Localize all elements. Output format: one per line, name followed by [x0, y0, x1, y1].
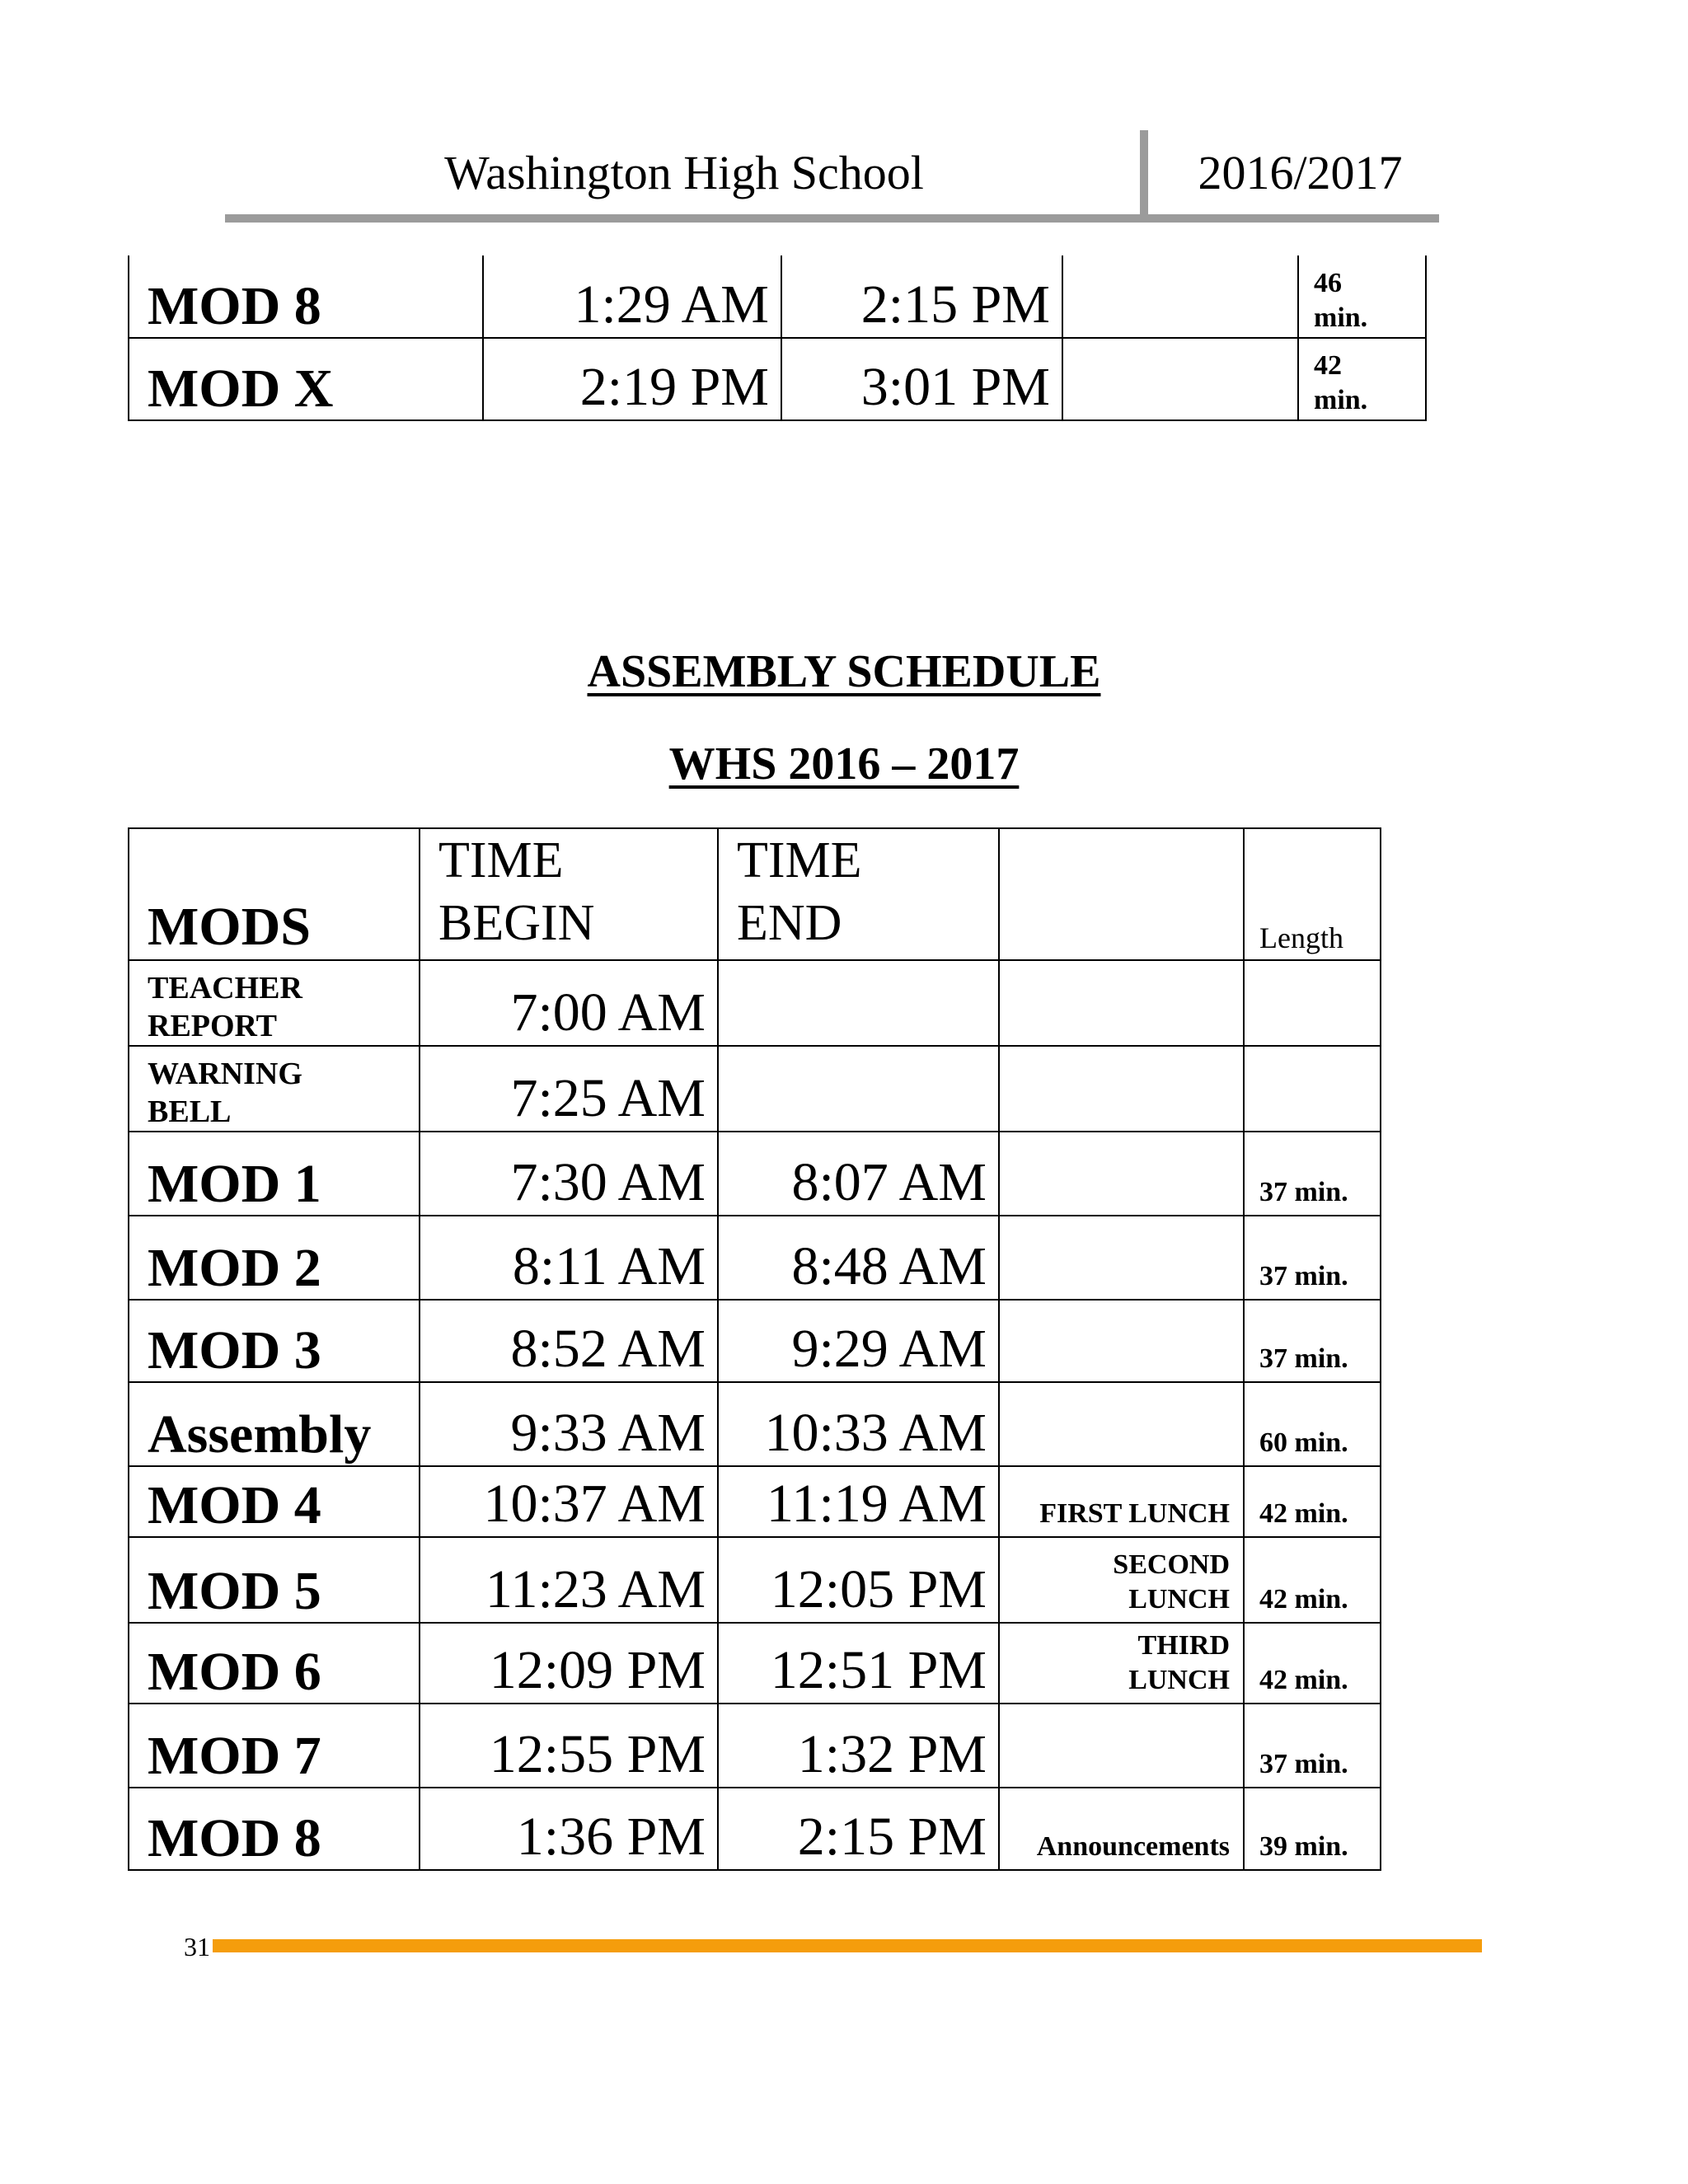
- time-begin-cell: 7:00 AM: [420, 960, 718, 1046]
- mod-cell: MOD X: [129, 338, 483, 420]
- time-end-cell: 3:01 PM: [781, 338, 1062, 420]
- length-unit: min.: [1314, 385, 1368, 415]
- length-cell: 37 min.: [1244, 1132, 1381, 1216]
- length-cell: 42 min.: [1244, 1623, 1381, 1704]
- length-cell: [1244, 1046, 1381, 1132]
- column-header-time-end: TIME END: [718, 828, 999, 960]
- note-cell: [999, 1382, 1244, 1466]
- time-end-cell: 8:07 AM: [718, 1132, 999, 1216]
- table-row: [129, 1382, 1381, 1466]
- time-end-cell: 8:48 AM: [718, 1216, 999, 1300]
- mod-cell: MOD 1: [129, 1132, 420, 1216]
- assembly-title: ASSEMBLY SCHEDULE: [587, 646, 1101, 697]
- table-row: [129, 338, 1426, 420]
- length-cell: [1298, 338, 1426, 420]
- length-cell: 39 min.: [1244, 1788, 1381, 1870]
- time-begin-cell: 10:37 AM: [420, 1466, 718, 1537]
- header-school-name: Washington High School: [444, 146, 924, 199]
- time-begin-cell: 11:23 AM: [420, 1537, 718, 1623]
- table-row: [129, 1623, 1381, 1704]
- mod-cell: MOD 2: [129, 1216, 420, 1300]
- time-end-cell: 2:15 PM: [718, 1788, 999, 1870]
- time-begin-cell: 9:33 AM: [420, 1382, 718, 1466]
- time-end-cell: 9:29 AM: [718, 1300, 999, 1382]
- mod-cell: MOD 3: [129, 1300, 420, 1382]
- note-cell: Announcements: [999, 1788, 1244, 1870]
- table-row: [129, 1216, 1381, 1300]
- note-cell: [1062, 338, 1298, 420]
- length-cell: 60 min.: [1244, 1382, 1381, 1466]
- header-rule: [225, 214, 1439, 223]
- length-cell: [1244, 960, 1381, 1046]
- note-cell: FIRST LUNCH: [999, 1466, 1244, 1537]
- time-begin-cell: 12:09 PM: [420, 1623, 718, 1704]
- mod-cell: WARNING BELL: [129, 1046, 420, 1132]
- length-cell: 42 min.: [1244, 1537, 1381, 1623]
- continuation-schedule-table: [128, 255, 1427, 421]
- column-header-note: [999, 828, 1244, 960]
- time-end-cell: 11:19 AM: [718, 1466, 999, 1537]
- mod-cell: TEACHER REPORT: [129, 960, 420, 1046]
- assembly-subtitle: WHS 2016 – 2017: [668, 738, 1020, 790]
- time-end-cell: 1:32 PM: [718, 1704, 999, 1788]
- time-begin-cell: 7:30 AM: [420, 1132, 718, 1216]
- time-begin-cell: 8:11 AM: [420, 1216, 718, 1300]
- length-value: 46: [1314, 268, 1342, 298]
- time-end-cell: 2:15 PM: [781, 255, 1062, 338]
- time-begin-cell: 1:29 AM: [483, 255, 781, 338]
- length-value: 42: [1314, 350, 1342, 381]
- note-cell: [999, 1704, 1244, 1788]
- page-number: 31: [184, 1932, 210, 1961]
- time-begin-cell: 12:55 PM: [420, 1704, 718, 1788]
- table-row: [129, 1788, 1381, 1870]
- mod-cell: MOD 6: [129, 1623, 420, 1704]
- time-end-cell: 12:05 PM: [718, 1537, 999, 1623]
- mod-cell: Assembly: [129, 1382, 420, 1466]
- table-row: [129, 1132, 1381, 1216]
- note-cell: THIRD LUNCH: [999, 1623, 1244, 1704]
- table-row: [129, 1046, 1381, 1132]
- column-header-length: Length: [1244, 828, 1381, 960]
- mod-cell: MOD 8: [129, 1788, 420, 1870]
- mod-cell: MOD 4: [129, 1466, 420, 1537]
- table-row: [129, 1466, 1381, 1537]
- mod-cell: MOD 7: [129, 1704, 420, 1788]
- table-row: [129, 960, 1381, 1046]
- time-end-cell: 12:51 PM: [718, 1623, 999, 1704]
- length-cell: 37 min.: [1244, 1704, 1381, 1788]
- length-cell: [1298, 255, 1426, 338]
- time-end-cell: [718, 1046, 999, 1132]
- note-cell: [999, 960, 1244, 1046]
- header-school-year: 2016/2017: [1198, 146, 1403, 199]
- assembly-schedule-table: [128, 827, 1381, 1871]
- note-cell: [999, 1300, 1244, 1382]
- column-header-time-begin: TIME BEGIN: [420, 828, 718, 960]
- header-separator: [1140, 130, 1148, 218]
- mod-cell: MOD 5: [129, 1537, 420, 1623]
- footer-rule: [213, 1939, 1482, 1952]
- time-begin-cell: 7:25 AM: [420, 1046, 718, 1132]
- note-cell: [1062, 255, 1298, 338]
- column-header-mods: MODS: [129, 828, 420, 960]
- note-cell: [999, 1216, 1244, 1300]
- table-row: [129, 1300, 1381, 1382]
- table-row: [129, 1537, 1381, 1623]
- note-cell: SECOND LUNCH: [999, 1537, 1244, 1623]
- note-cell: [999, 1046, 1244, 1132]
- time-begin-cell: 8:52 AM: [420, 1300, 718, 1382]
- note-cell: [999, 1132, 1244, 1216]
- time-begin-cell: 1:36 PM: [420, 1788, 718, 1870]
- length-cell: 37 min.: [1244, 1300, 1381, 1382]
- length-cell: 37 min.: [1244, 1216, 1381, 1300]
- table-row: [129, 1704, 1381, 1788]
- table-row: [129, 255, 1426, 338]
- time-end-cell: 10:33 AM: [718, 1382, 999, 1466]
- mod-cell: MOD 8: [129, 255, 483, 338]
- length-unit: min.: [1314, 302, 1368, 333]
- time-begin-cell: 2:19 PM: [483, 338, 781, 420]
- length-cell: 42 min.: [1244, 1466, 1381, 1537]
- table-header-row: [129, 828, 1381, 960]
- time-end-cell: [718, 960, 999, 1046]
